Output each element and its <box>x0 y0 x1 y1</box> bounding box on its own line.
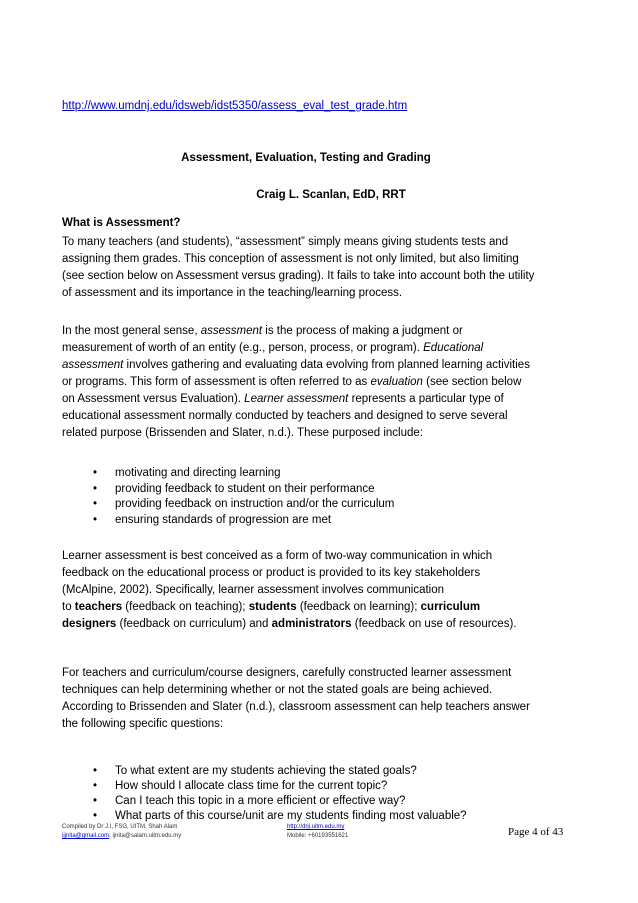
paragraph-2 <box>62 323 582 442</box>
text-run: In the most general sense, <box>62 325 201 337</box>
paragraph-line: feedback on the educational process or product is provided to its key stakeholders <box>62 567 481 579</box>
bullet-icon: • <box>93 795 98 807</box>
list-item <box>93 482 394 498</box>
text-run: represents a particular type of <box>348 393 504 405</box>
paragraph-line: related purpose (Brissenden and Slater, n.d.). These purposed include: <box>62 427 423 439</box>
paragraph-line <box>62 340 582 357</box>
text-run: to <box>62 601 75 613</box>
text-run: is the process of making a judgment or <box>262 325 463 337</box>
italic-term: assessment <box>200 325 263 337</box>
list-item <box>93 794 467 809</box>
list-item-text: providing feedback on instruction and/or the curriculum <box>115 498 395 510</box>
text-run: involves gathering and evaluating data evolving from planned learning activities <box>123 359 530 371</box>
paragraph-line: the following specific questions: <box>62 718 224 730</box>
text-run: (feedback on use of resources). <box>351 618 517 630</box>
bold-term: curriculum <box>420 601 481 613</box>
list-item <box>93 809 467 824</box>
bullet-icon: • <box>93 513 98 526</box>
bullet-icon: • <box>93 482 98 495</box>
text-run: (feedback on curriculum) and <box>116 618 272 630</box>
bullet-icon: • <box>93 810 98 822</box>
bold-term: students <box>248 601 297 613</box>
paragraph-line <box>62 323 582 340</box>
list-item <box>93 764 467 779</box>
italic-term: Educational <box>423 342 484 354</box>
footer-compiled-by <box>62 823 181 841</box>
paragraph-line: Learner assessment is best conceived as a form of two-way communication in which <box>62 550 493 562</box>
bullet-icon: • <box>93 780 98 792</box>
text-run: (see section below <box>422 376 522 388</box>
list-item <box>93 466 394 482</box>
text-run: measurement of worth of an entity (e.g., person, process, or program). <box>62 342 424 354</box>
text-run: on Assessment versus Evaluation). <box>62 393 245 405</box>
website-link[interactable]: http://drji.uitm.edu.my <box>287 824 345 830</box>
paragraph-line: (McAlpine, 2002). Specifically, learner assessment involves communication <box>62 584 445 596</box>
paragraph-line: (see section below on Assessment versus grading). It fails to take into account both the utility <box>62 270 535 282</box>
paragraph-line: For teachers and curriculum/course designers, carefully constructed learner assessment <box>62 667 512 679</box>
bullet-icon: • <box>93 498 98 510</box>
list-item-text: providing feedback to student on their performance <box>115 482 375 495</box>
paragraph-line: techniques can help determining whether or not the stated goals are being achieved. <box>62 684 493 696</box>
list-item <box>93 513 394 529</box>
list-item-text: How should I allocate class time for the current topic? <box>115 780 388 792</box>
document-title: Assessment, Evaluation, Testing and Grading <box>181 152 431 164</box>
paragraph-line <box>62 374 582 391</box>
paragraph-line <box>62 357 582 374</box>
paragraph-1 <box>62 234 582 302</box>
email-link[interactable]: ijjnita@gmail.com <box>62 833 110 839</box>
source-url-link[interactable]: http://www.umdnj.edu/idsweb/idst5350/assess_eval_test_grade.htm <box>62 100 408 112</box>
list-item <box>93 779 467 794</box>
paragraph-line: of assessment and its importance in the teaching/learning process. <box>62 287 403 299</box>
list-item <box>93 497 394 513</box>
text-run: or programs. This form of assessment is often referred to as <box>62 376 371 388</box>
purposes-list <box>93 466 394 528</box>
footer-contact <box>287 823 348 841</box>
bold-term: designers <box>62 618 117 630</box>
italic-term: assessment <box>62 359 124 371</box>
bullet-icon: • <box>93 765 98 777</box>
bullet-icon: • <box>93 467 98 479</box>
section-heading: What is Assessment? <box>62 217 181 229</box>
text-run: (feedback on teaching); <box>122 601 249 613</box>
paragraph-line <box>62 391 582 408</box>
paragraph-line <box>62 616 582 633</box>
list-item-text: To what extent are my students achieving the stated goals? <box>115 765 417 777</box>
page-number: Page 4 of 43 <box>508 826 564 838</box>
list-item-text: motivating and directing learning <box>115 467 281 479</box>
paragraph-line <box>62 599 582 616</box>
italic-term: evaluation <box>370 376 423 388</box>
footer-emails <box>62 832 181 841</box>
paragraph-4 <box>62 665 582 733</box>
paragraph-line: According to Brissenden and Slater (n.d.), classroom assessment can help teachers answer <box>62 701 530 713</box>
italic-term: Learner assessment <box>244 393 349 405</box>
bold-term: teachers <box>74 601 123 613</box>
paragraph-line: educational assessment normally conducted by teachers and designed to serve several <box>62 410 508 422</box>
questions-list <box>93 764 467 824</box>
footer-mobile: Mobile: +60193551621 <box>287 833 349 839</box>
paragraph-line: To many teachers (and students), “assessment” simply means giving students tests and <box>62 236 509 248</box>
document-author: Craig L. Scanlan, EdD, RRT <box>256 189 406 201</box>
list-item-text: What parts of this course/unit are my students finding most valuable? <box>115 810 467 822</box>
list-item-text: ensuring standards of progression are met <box>115 513 332 526</box>
list-item-text: Can I teach this topic in a more efficient or effective way? <box>115 795 406 807</box>
bold-term: administrators <box>271 618 352 630</box>
text-run: (feedback on learning); <box>296 601 421 613</box>
paragraph-line: assigning them grades. This conception of assessment is not only limited, but also limiting <box>62 253 519 265</box>
footer-compiler: Compiled by Dr J.I, FSG, UITM, Shah Alam <box>62 824 178 830</box>
footer-email-rest: , ijnita@salam.uitm.edu.my <box>109 833 182 839</box>
paragraph-3 <box>62 548 582 633</box>
